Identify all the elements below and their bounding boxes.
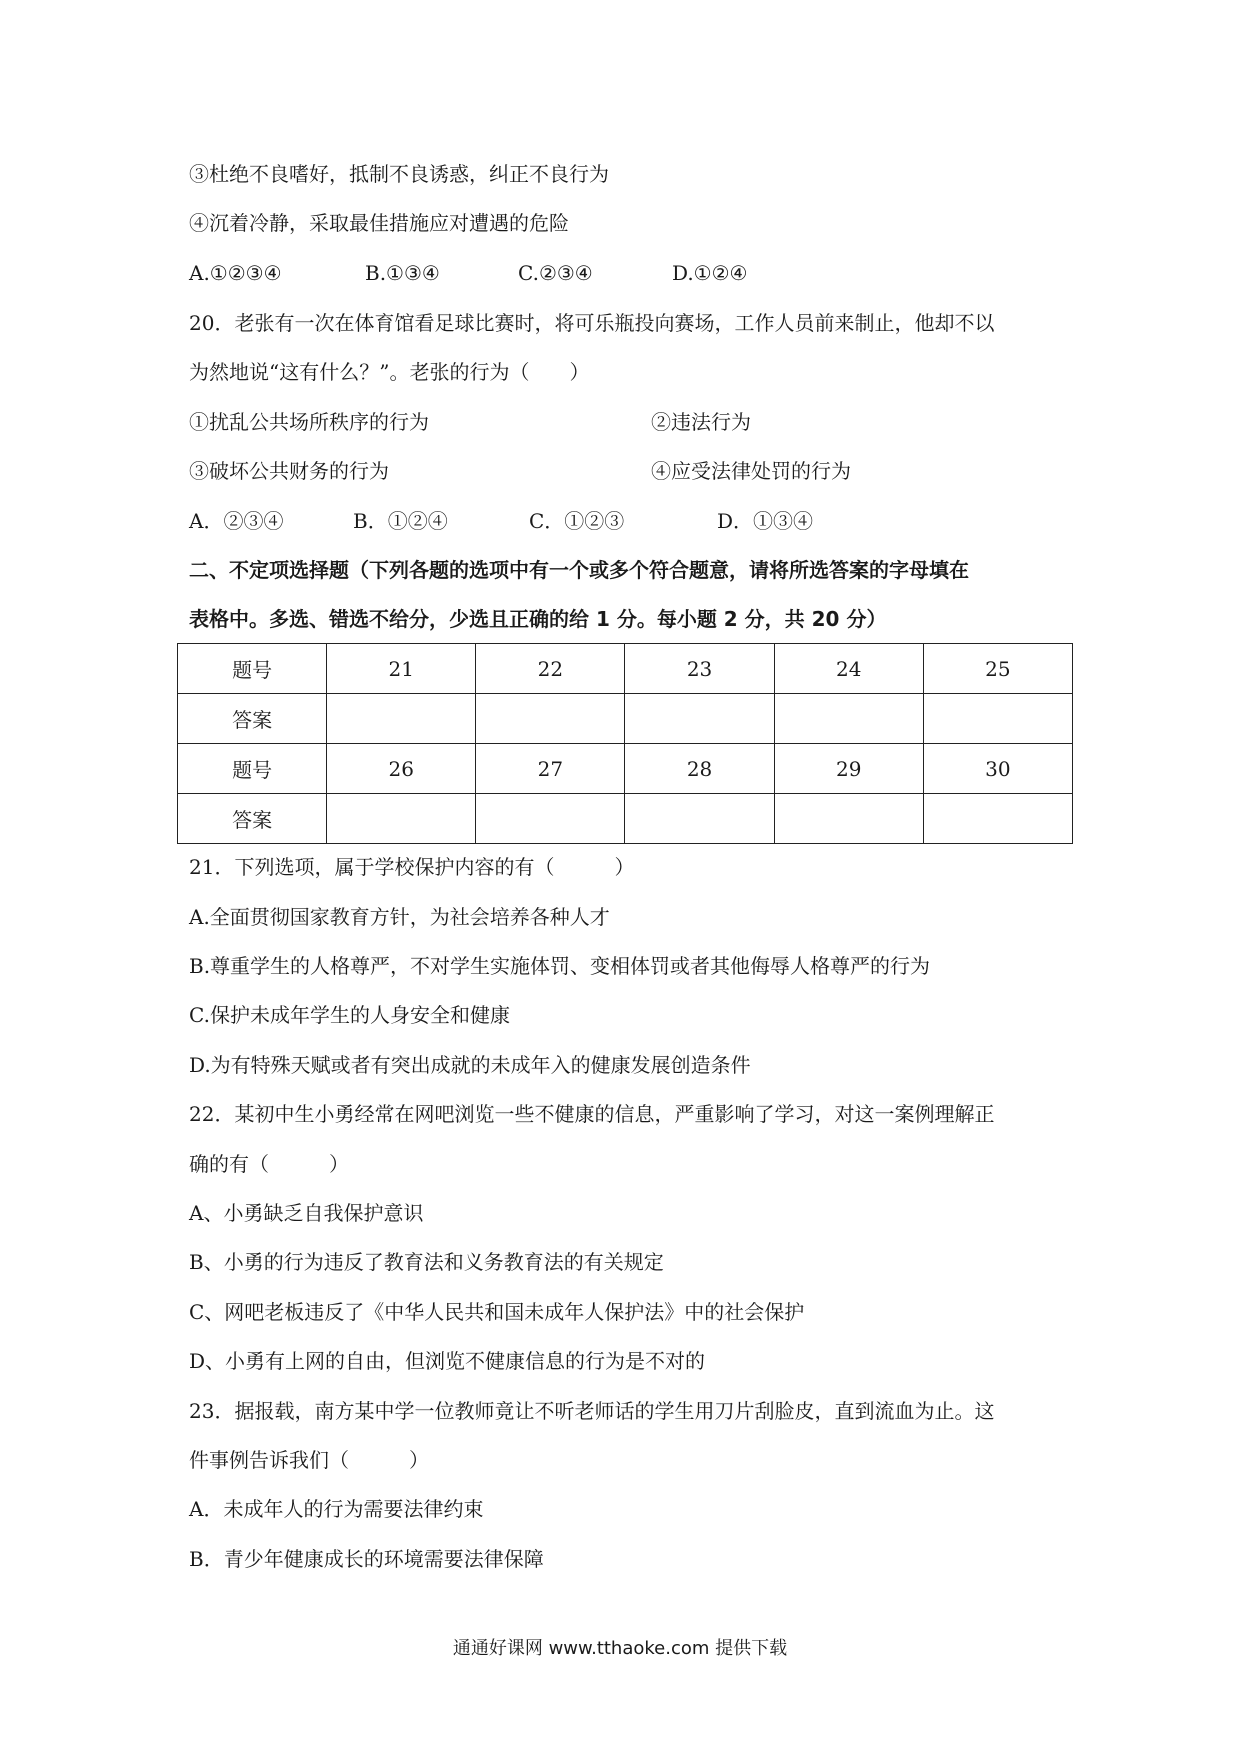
q21-option-b: B.尊重学生的人格尊严，不对学生实施体罚、变相体罚或者其他侮辱人格尊严的行为 <box>189 954 931 978</box>
answer-blank-24[interactable] <box>774 694 923 744</box>
q19-item-4: ④沉着冷静，采取最佳措施应对遭遇的危险 <box>189 211 569 235</box>
table-cell-label: 答案 <box>178 794 327 844</box>
q21-option-d: D.为有特殊天赋或者有突出成就的未成年入的健康发展创造条件 <box>189 1053 751 1077</box>
q19-item-3: ③杜绝不良嗜好，抵制不良诱惑，纠正不良行为 <box>189 162 609 186</box>
table-cell-number: 21 <box>327 644 476 694</box>
table-cell-label: 答案 <box>178 694 327 744</box>
q19-option-a: A.①②③④ <box>189 261 282 285</box>
q20-option-d: D．①③④ <box>717 509 814 533</box>
q19-option-b: B.①③④ <box>365 261 440 285</box>
q20-option-b: B．①②④ <box>353 509 448 533</box>
q21-option-a: A.全面贯彻国家教育方针，为社会培养各种人才 <box>189 905 610 929</box>
answer-blank-30[interactable] <box>923 794 1072 844</box>
answer-blank-26[interactable] <box>327 794 476 844</box>
table-cell-number: 29 <box>774 744 923 794</box>
table-cell-number: 30 <box>923 744 1072 794</box>
q22-stem-line-2: 确的有（ ） <box>189 1152 349 1176</box>
table-cell-number: 25 <box>923 644 1072 694</box>
answer-blank-29[interactable] <box>774 794 923 844</box>
answer-blank-23[interactable] <box>625 694 774 744</box>
table-cell-number: 23 <box>625 644 774 694</box>
table-cell-number: 27 <box>476 744 625 794</box>
q23-stem-line-2: 件事例告诉我们（ ） <box>189 1448 429 1472</box>
q23-option-b: B．青少年健康成长的环境需要法律保障 <box>189 1547 544 1571</box>
answer-blank-22[interactable] <box>476 694 625 744</box>
q22-option-b: B、小勇的行为违反了教育法和义务教育法的有关规定 <box>189 1250 664 1274</box>
table-row <box>178 644 1073 694</box>
q20-item-2: ②违法行为 <box>651 410 751 434</box>
q22-option-d: D、小勇有上网的自由，但浏览不健康信息的行为是不对的 <box>189 1349 706 1373</box>
answer-table <box>177 643 1073 844</box>
q22-option-c: C、网吧老板违反了《中华人民共和国未成年人保护法》中的社会保护 <box>189 1300 805 1324</box>
table-cell-label: 题号 <box>178 744 327 794</box>
answer-blank-27[interactable] <box>476 794 625 844</box>
q20-item-1: ①扰乱公共场所秩序的行为 <box>189 410 429 434</box>
q23-stem-line-1: 23．据报载，南方某中学一位教师竟让不听老师话的学生用刀片刮脸皮，直到流血为止。这 <box>189 1399 995 1423</box>
q19-option-d: D.①②④ <box>672 261 748 285</box>
table-cell-number: 24 <box>774 644 923 694</box>
q22-option-a: A、小勇缺乏自我保护意识 <box>189 1201 424 1225</box>
answer-blank-28[interactable] <box>625 794 774 844</box>
q20-stem-line-1: 20．老张有一次在体育馆看足球比赛时，将可乐瓶投向赛场，工作人员前来制止，他却不以 <box>189 311 995 335</box>
q21-option-c: C.保护未成年学生的人身安全和健康 <box>189 1003 510 1027</box>
section-2-heading-line-1: 二、不定项选择题（下列各题的选项中有一个或多个符合题意，请将所选答案的字母填在 <box>189 558 969 582</box>
q23-option-a: A．未成年人的行为需要法律约束 <box>189 1497 484 1521</box>
table-cell-label: 题号 <box>178 644 327 694</box>
q20-item-4: ④应受法律处罚的行为 <box>651 459 851 483</box>
page-footer: 通通好课网 www.tthaoke.com 提供下载 <box>452 1638 788 1659</box>
q21-stem: 21．下列选项，属于学校保护内容的有（ ） <box>189 855 635 879</box>
answer-blank-25[interactable] <box>923 694 1072 744</box>
q20-stem-line-2: 为然地说“这有什么？”。老张的行为（ ） <box>189 360 590 384</box>
table-cell-number: 26 <box>327 744 476 794</box>
q22-stem-line-1: 22．某初中生小勇经常在网吧浏览一些不健康的信息，严重影响了学习，对这一案例理解正 <box>189 1102 995 1126</box>
table-cell-number: 28 <box>625 744 774 794</box>
section-2-heading-line-2: 表格中。多选、错选不给分，少选且正确的给 1 分。每小题 2 分，共 20 分） <box>189 607 887 631</box>
q19-option-c: C.②③④ <box>518 261 593 285</box>
table-cell-number: 22 <box>476 644 625 694</box>
table-row <box>178 744 1073 794</box>
q20-item-3: ③破坏公共财务的行为 <box>189 459 389 483</box>
table-row <box>178 794 1073 844</box>
q20-option-c: C．①②③ <box>529 509 625 533</box>
answer-blank-21[interactable] <box>327 694 476 744</box>
table-row <box>178 694 1073 744</box>
q20-option-a: A．②③④ <box>189 509 284 533</box>
